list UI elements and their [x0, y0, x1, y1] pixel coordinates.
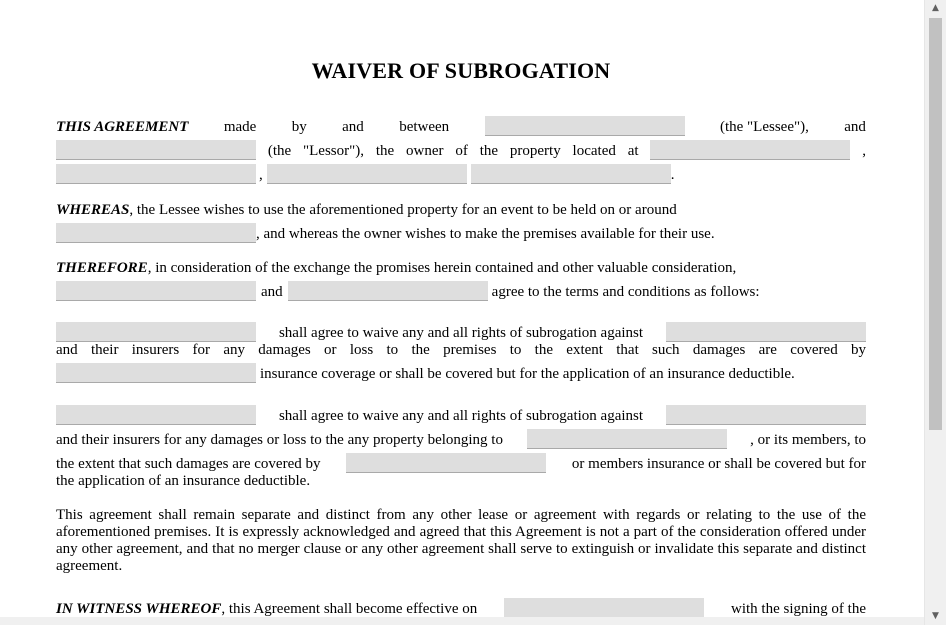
lessee-name-field[interactable] — [485, 116, 685, 136]
witness-lead: IN WITNESS WHEREOF — [56, 601, 222, 617]
scroll-up-icon[interactable]: ▲ — [932, 3, 939, 13]
waiver2-body-5: or members insurance or shall be covered but for — [571, 456, 866, 472]
separate-agreement-paragraph: This agreement shall remain separate and distinct from any other lease or agreement with regards or relating to the use of the aforementioned premises. It is expressly acknowledged and agreed that this Agreement is not a part of the consideration offered under any other agreement, and that no merger clause or any other agreement shall serve to extinguish or invalidate this separate and distinct agreement. — [56, 507, 866, 574]
agreement-line-2 — [56, 136, 866, 160]
therefore-line-2 — [56, 277, 866, 301]
waiver2-line-4 — [56, 466, 866, 490]
whereas-body-2: , and whereas the owner wishes to make the premises available for their use. — [256, 226, 715, 242]
vertical-scrollbar[interactable] — [924, 0, 946, 625]
waiver1-body: shall agree to waive any and all rights of subrogation against — [278, 325, 644, 341]
word: property — [509, 143, 561, 159]
lessor-name-field[interactable] — [56, 140, 256, 160]
word: (the — [267, 143, 292, 159]
word: and — [844, 119, 866, 135]
waiver1-line-2 — [56, 335, 866, 359]
waiver1-body-3: insurance coverage or shall be covered but for the application of an insurance deductible. — [260, 366, 795, 382]
waiver2-body-4: the extent that such damages are covered by — [56, 456, 321, 472]
property-zip-field[interactable] — [471, 164, 671, 184]
whereas-lead: WHEREAS — [56, 202, 130, 218]
whereas-line-2 — [56, 219, 866, 243]
therefore-body: , in consideration of the exchange the promises herein contained and other valuable consideration, — [147, 260, 737, 276]
word: located — [572, 143, 616, 159]
punctuation: , — [259, 167, 263, 183]
witness-body: , this Agreement shall become effective on — [221, 601, 478, 617]
waiver2-body-6: the application of an insurance deductible. — [56, 473, 311, 489]
word: by — [291, 119, 307, 135]
word: made — [223, 119, 257, 135]
waiver2-body: shall agree to waive any and all rights of subrogation against — [278, 408, 644, 424]
word: and — [342, 119, 364, 135]
punctuation: , — [862, 143, 866, 159]
waiver1-body-2: and their insurers for any damages or loss to the premises to the extent that such damages are covered by — [56, 342, 866, 358]
event-date-field[interactable] — [56, 223, 256, 243]
agreement-lead: THIS AGREEMENT — [56, 119, 189, 135]
therefore-lead: THEREFORE — [56, 260, 148, 276]
agreement-line-3 — [56, 160, 866, 184]
word: of — [455, 143, 468, 159]
waiver2-body-2: and their insurers for any damages or loss to the any property belonging to — [56, 432, 503, 448]
waiver1-line-3 — [56, 359, 866, 383]
word: owner — [406, 143, 444, 159]
scrollbar-thumb[interactable] — [929, 18, 942, 430]
therefore-text — [56, 259, 736, 277]
waiver1-insurance-field[interactable] — [56, 363, 256, 383]
waiver2-line-2 — [56, 425, 866, 449]
lessee-label: (the "Lessee"), — [719, 119, 809, 135]
witness-body-2: with the signing of the — [731, 601, 866, 617]
whereas-text — [56, 201, 677, 219]
waiver2-body-3: , or its members, to — [750, 432, 866, 448]
therefore-line-1 — [56, 253, 866, 277]
word: the — [479, 143, 499, 159]
party-a-field[interactable] — [56, 281, 256, 301]
word: at — [627, 143, 639, 159]
lessor-label: "Lessor"), — [303, 143, 364, 159]
therefore-body-2: agree to the terms and conditions as follows: — [491, 284, 760, 300]
agreement-line-1 — [56, 112, 866, 136]
word: between — [399, 119, 450, 135]
property-city-field[interactable] — [56, 164, 256, 184]
party-b-field[interactable] — [288, 281, 488, 301]
whereas-line-1 — [56, 195, 866, 219]
effective-date-field[interactable] — [504, 598, 704, 618]
document-title: WAIVER OF SUBROGATION — [311, 58, 611, 83]
whereas-body: , the Lessee wishes to use the aforementioned property for an event to be held on or around — [129, 202, 677, 218]
word: and — [261, 284, 283, 300]
waiver2-party-field[interactable] — [56, 405, 256, 425]
word: the — [375, 143, 395, 159]
waiver2-line-1 — [56, 401, 866, 425]
witness-text — [56, 600, 477, 618]
property-state-field[interactable] — [267, 164, 467, 184]
waiver2-property-owner-field[interactable] — [527, 429, 727, 449]
waiver2-against-field[interactable] — [666, 405, 866, 425]
scroll-down-icon[interactable]: ▼ — [932, 611, 939, 621]
bottom-edge — [0, 617, 925, 625]
property-address-field[interactable] — [650, 140, 850, 160]
punctuation: . — [670, 167, 675, 183]
witness-line — [56, 594, 866, 618]
